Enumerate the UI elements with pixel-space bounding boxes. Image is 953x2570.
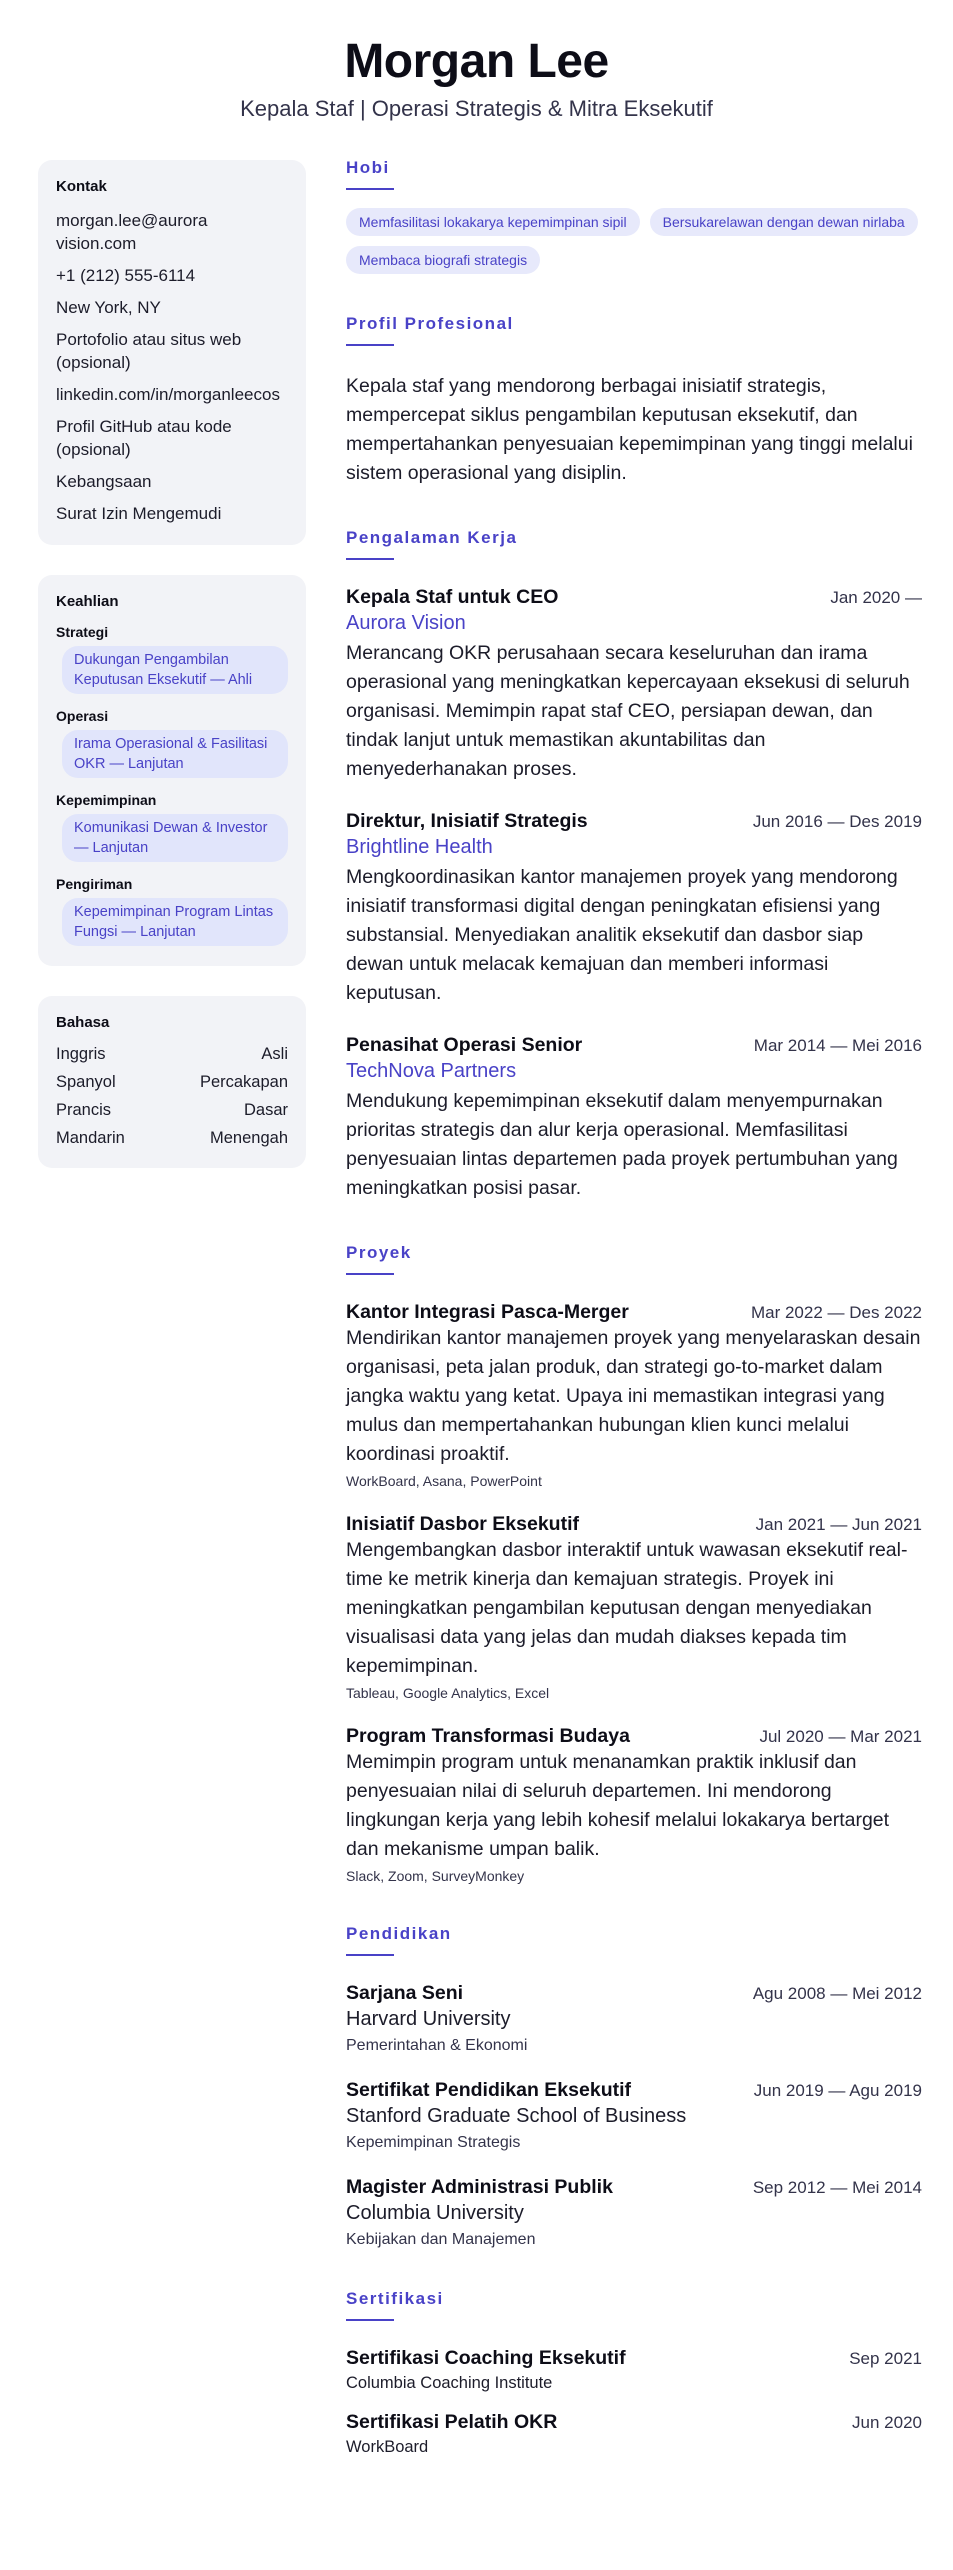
profile-section bbox=[346, 314, 922, 488]
job-description: Mendukung kepemimpinan eksekutif dalam menyempurnakan prioritas strategis dan alur kerja operasional. Memfasilitasi penyesuaian lintas departemen pada proyek pertumbuhan yang meningkatkan posisi pasar. bbox=[346, 1090, 898, 1199]
contact-nationality: Kebangsaan bbox=[56, 472, 152, 491]
hobby-tag: Memfasilitasi lokakarya kepemimpinan sipil bbox=[346, 208, 640, 236]
contact-portfolio: Portofolio atau situs web (opsional) bbox=[56, 330, 242, 372]
entry-header bbox=[346, 586, 922, 609]
certification-entry bbox=[346, 2411, 922, 2457]
certification-name: Sertifikasi Pelatih OKR bbox=[346, 2411, 558, 2433]
language-level: Dasar bbox=[243, 1101, 288, 1119]
languages-title: Bahasa bbox=[56, 1014, 110, 1031]
job-description: Merancang OKR perusahaan secara keseluruhan dan irama operasional yang meningkatkan kepercayaan eksekusi di seluruh organisasi. Memimpin rapat staf CEO, persiapan dewan, dan tindak lanjut untuk memastikan akuntabilitas dan menyederhanakan proses. bbox=[346, 642, 910, 780]
hobby-tag: Bersukarelawan dengan dewan nirlaba bbox=[650, 208, 918, 236]
skill-tag: Komunikasi Dewan & Investor — Lanjutan bbox=[62, 814, 288, 862]
education-section bbox=[346, 1924, 922, 2249]
job-dates: Mar 2014 — Mei 2016 bbox=[753, 1036, 922, 1055]
experience-section bbox=[346, 528, 922, 1203]
education-dates: Jun 2019 — Agu 2019 bbox=[753, 2081, 922, 2100]
skill-tag: Kepemimpinan Program Lintas Fungsi — Lanjutan bbox=[62, 898, 288, 946]
skill-group bbox=[56, 624, 288, 694]
section-title: Sertifikasi bbox=[346, 2289, 444, 2308]
project-entry bbox=[346, 1301, 922, 1489]
experience-entry bbox=[346, 810, 922, 1008]
hobby-list bbox=[346, 208, 922, 274]
company-name: Brightline Health bbox=[346, 836, 493, 858]
hobby-tag: Membaca biografi strategis bbox=[346, 246, 540, 274]
field-of-study: Kebijakan dan Manajemen bbox=[346, 2231, 536, 2248]
school-name: Harvard University bbox=[346, 2008, 511, 2030]
certification-date: Jun 2020 bbox=[852, 2413, 922, 2432]
entry-header bbox=[346, 2411, 922, 2434]
entry-header bbox=[346, 2347, 922, 2370]
education-entry bbox=[346, 1982, 922, 2055]
projects-section bbox=[346, 1243, 922, 1884]
job-title: Penasihat Operasi Senior bbox=[346, 1034, 583, 1056]
skill-group bbox=[56, 792, 288, 862]
language-name: Prancis bbox=[56, 1101, 112, 1119]
skill-category: Operasi bbox=[56, 708, 109, 724]
education-entry bbox=[346, 2079, 922, 2152]
language-level: Menengah bbox=[210, 1129, 288, 1147]
skill-tag: Dukungan Pengambilan Keputusan Eksekutif — Ahli bbox=[62, 646, 288, 694]
language-level: Asli bbox=[261, 1045, 288, 1063]
project-tools: Slack, Zoom, SurveyMonkey bbox=[346, 1868, 525, 1884]
project-name: Program Transformasi Budaya bbox=[346, 1725, 630, 1747]
skills-title: Keahlian bbox=[56, 593, 119, 610]
project-tools: Tableau, Google Analytics, Excel bbox=[346, 1685, 550, 1701]
contact-github: Profil GitHub atau kode (opsional) bbox=[56, 417, 232, 459]
skill-tag: Irama Operasional & Fasilitasi OKR — Lanjutan bbox=[62, 730, 288, 778]
section-divider bbox=[346, 558, 394, 560]
job-title: Direktur, Inisiatif Strategis bbox=[346, 810, 588, 832]
field-of-study: Pemerintahan & Ekonomi bbox=[346, 2037, 528, 2054]
project-description: Mengembangkan dasbor interaktif untuk wawasan eksekutif real-time ke metrik kinerja dan kemajuan strategis. Proyek ini meningkatkan pengambilan keputusan dengan menyediakan visualisasi data yang jelas dan mudah diakses kepada tim kepemimpinan. bbox=[346, 1539, 908, 1677]
sidebar bbox=[38, 160, 306, 1198]
section-divider bbox=[346, 1273, 394, 1275]
candidate-name: Morgan Lee bbox=[344, 35, 609, 88]
experience-entry bbox=[346, 586, 922, 784]
section-divider bbox=[346, 344, 394, 346]
section-title: Profil Profesional bbox=[346, 314, 514, 333]
job-title: Kepala Staf untuk CEO bbox=[346, 586, 559, 608]
languages-card bbox=[38, 996, 306, 1168]
section-title: Proyek bbox=[346, 1243, 412, 1262]
education-entry bbox=[346, 2176, 922, 2249]
language-name: Spanyol bbox=[56, 1073, 116, 1091]
contact-license: Surat Izin Mengemudi bbox=[56, 504, 222, 523]
project-dates: Jan 2021 — Jun 2021 bbox=[755, 1515, 922, 1534]
skill-category: Pengiriman bbox=[56, 876, 133, 892]
project-name: Inisiatif Dasbor Eksekutif bbox=[346, 1513, 579, 1535]
entry-header bbox=[346, 1982, 922, 2005]
project-description: Memimpin program untuk menanamkan praktik inklusif dan penyesuaian nilai di seluruh departemen. Ini mendorong lingkungan kerja yang lebih kohesif melalui lokakarya bertarget dan mekanisme umpan balik. bbox=[346, 1751, 890, 1860]
project-tools: WorkBoard, Asana, PowerPoint bbox=[346, 1473, 542, 1489]
job-dates: Jun 2016 — Des 2019 bbox=[752, 812, 922, 831]
profile-summary: Kepala staf yang mendorong berbagai inisiatif strategis, mempercepat siklus pengambilan keputusan eksekutif, dan mempertahankan penyesuaian kepemimpinan yang tinggi melalui sistem operasional yang disiplin. bbox=[346, 375, 913, 484]
entry-header bbox=[346, 2176, 922, 2199]
certification-issuer: WorkBoard bbox=[346, 2438, 429, 2456]
certifications-section bbox=[346, 2289, 922, 2457]
main-content bbox=[346, 158, 922, 2457]
entry-header bbox=[346, 1725, 922, 1748]
skill-group bbox=[56, 708, 288, 778]
language-row bbox=[56, 1073, 288, 1092]
degree-name: Magister Administrasi Publik bbox=[346, 2176, 613, 2198]
project-entry bbox=[346, 1725, 922, 1884]
section-divider bbox=[346, 2319, 394, 2321]
company-name: Aurora Vision bbox=[346, 612, 466, 634]
hobbies-section bbox=[346, 158, 922, 274]
section-title: Pengalaman Kerja bbox=[346, 528, 518, 547]
school-name: Columbia University bbox=[346, 2202, 524, 2224]
language-row bbox=[56, 1045, 288, 1064]
job-dates: Jan 2020 — bbox=[830, 588, 922, 607]
project-description: Mendirikan kantor manajemen proyek yang menyelaraskan desain organisasi, peta jalan produk, dan strategi go-to-market dalam jangka waktu yang ketat. Upaya ini memastikan integrasi yang mulus dan mempertahankan hubungan klien kunci melalui koordinasi proaktif. bbox=[346, 1327, 921, 1465]
section-divider bbox=[346, 1954, 394, 1956]
section-divider bbox=[346, 188, 394, 190]
project-dates: Jul 2020 — Mar 2021 bbox=[759, 1727, 922, 1746]
language-row bbox=[56, 1101, 288, 1120]
degree-name: Sarjana Seni bbox=[346, 1982, 464, 2004]
certification-date: Sep 2021 bbox=[849, 2349, 922, 2368]
degree-name: Sertifikat Pendidikan Eksekutif bbox=[346, 2079, 632, 2101]
education-dates: Sep 2012 — Mei 2014 bbox=[752, 2178, 922, 2197]
candidate-title: Kepala Staf | Operasi Strategis & Mitra Eksekutif bbox=[240, 96, 713, 121]
certification-entry bbox=[346, 2347, 922, 2393]
project-dates: Mar 2022 — Des 2022 bbox=[750, 1303, 922, 1322]
project-name: Kantor Integrasi Pasca-Merger bbox=[346, 1301, 629, 1323]
entry-header bbox=[346, 2079, 922, 2102]
contact-email[interactable]: morgan.lee@aurora vision.com bbox=[56, 211, 208, 253]
experience-entry bbox=[346, 1034, 922, 1203]
entry-header bbox=[346, 810, 922, 833]
language-row bbox=[56, 1129, 288, 1148]
entry-header bbox=[346, 1513, 922, 1536]
certification-issuer: Columbia Coaching Institute bbox=[346, 2374, 553, 2392]
skill-group bbox=[56, 876, 288, 946]
education-dates: Agu 2008 — Mei 2012 bbox=[752, 1984, 922, 2003]
entry-header bbox=[346, 1301, 922, 1324]
company-name: TechNova Partners bbox=[346, 1060, 517, 1082]
language-name: Inggris bbox=[56, 1045, 106, 1063]
entry-header bbox=[346, 1034, 922, 1057]
resume-header bbox=[0, 0, 953, 122]
language-name: Mandarin bbox=[56, 1129, 125, 1147]
skills-card bbox=[38, 575, 306, 966]
certification-name: Sertifikasi Coaching Eksekutif bbox=[346, 2347, 626, 2369]
contact-phone: +1 (212) 555-6114 bbox=[56, 266, 196, 285]
school-name: Stanford Graduate School of Business bbox=[346, 2105, 687, 2127]
job-description: Mengkoordinasikan kantor manajemen proyek yang mendorong inisiatif transformasi digital dengan peningkatan efisiensi yang substansial. Menyediakan analitik eksekutif dan dasbor siap dewan untuk melacak kemajuan dan memberi informasi keputusan. bbox=[346, 866, 898, 1004]
skill-category: Kepemimpinan bbox=[56, 792, 157, 808]
field-of-study: Kepemimpinan Strategis bbox=[346, 2134, 521, 2151]
contact-title: Kontak bbox=[56, 178, 107, 195]
skill-category: Strategi bbox=[56, 624, 109, 640]
language-level: Percakapan bbox=[199, 1073, 288, 1091]
contact-linkedin[interactable]: linkedin.com/in/morganleecos bbox=[56, 385, 280, 404]
section-title: Hobi bbox=[346, 158, 390, 177]
section-title: Pendidikan bbox=[346, 1924, 452, 1943]
contact-card bbox=[38, 160, 306, 545]
contact-location: New York, NY bbox=[56, 298, 161, 317]
project-entry bbox=[346, 1513, 922, 1701]
